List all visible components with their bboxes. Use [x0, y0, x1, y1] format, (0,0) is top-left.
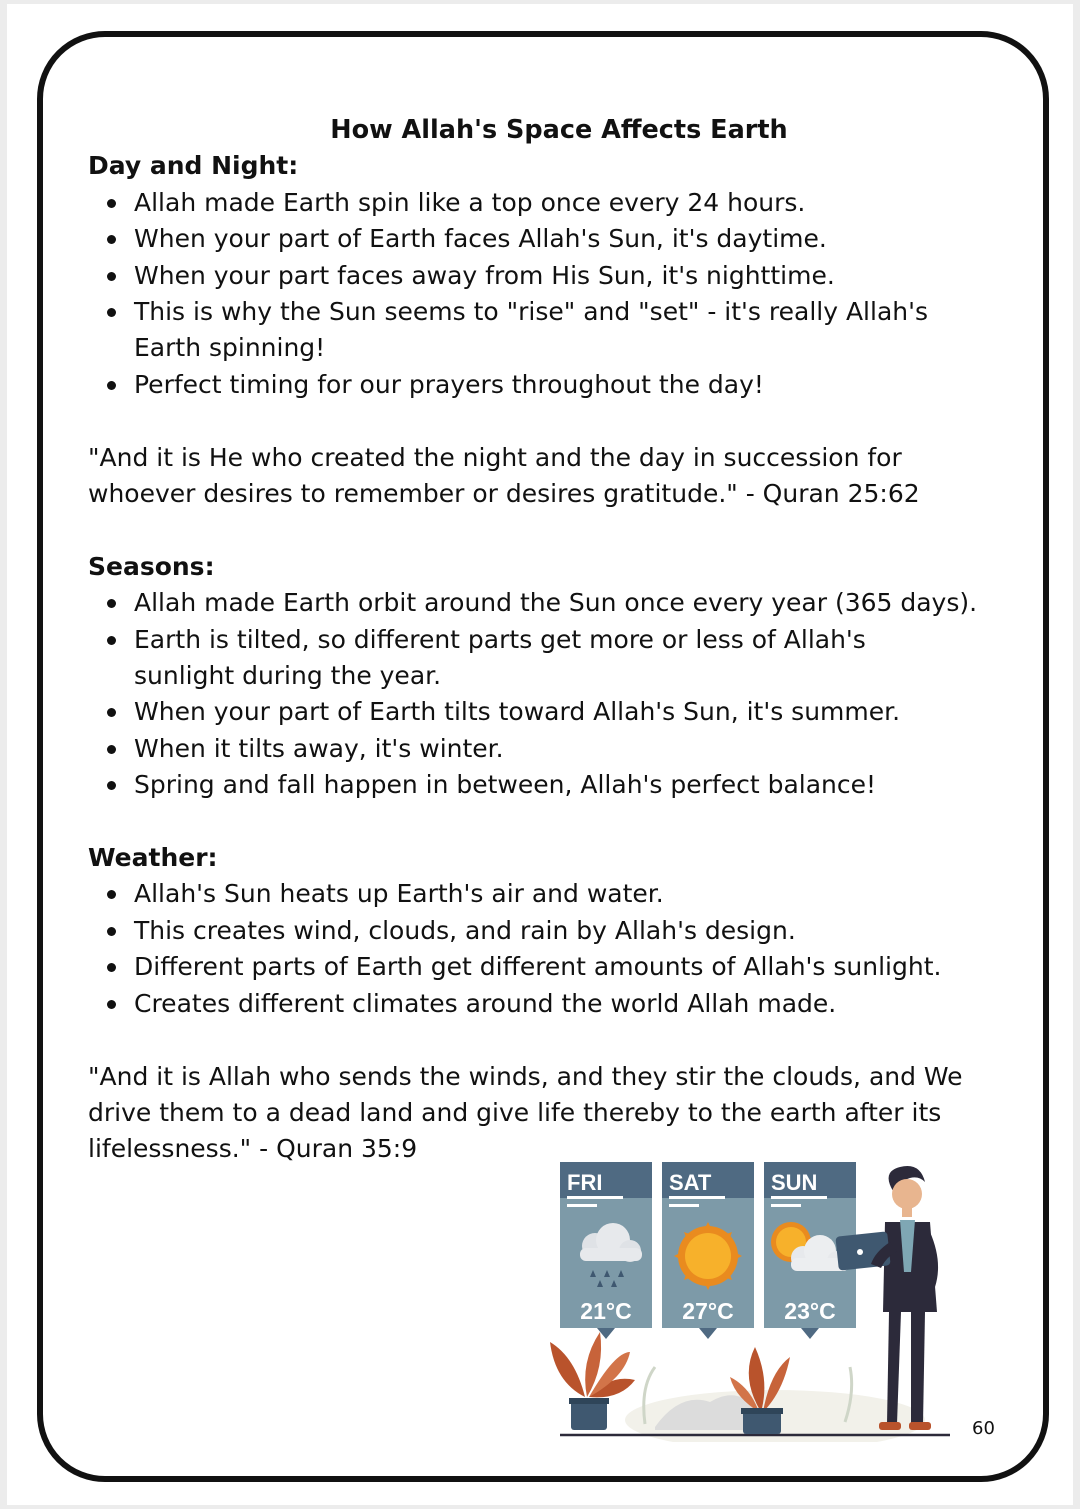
forecast-card-sat — [662, 1162, 754, 1339]
forecast-card-fri — [560, 1162, 652, 1339]
forecast-temp: 23°C — [784, 1298, 836, 1324]
list-item: Creates different climates around the world Allah made. — [88, 986, 1018, 1022]
list-item: This creates wind, clouds, and rain by Allah's design. — [88, 913, 1018, 949]
list-item: Spring and fall happen in between, Allah's perfect balance! — [88, 767, 1018, 803]
forecast-temp: 27°C — [682, 1298, 734, 1324]
list-item: When your part of Earth tilts toward Allah's Sun, it's summer. — [88, 694, 1018, 730]
day-night-list — [88, 185, 1018, 403]
seasons-list — [88, 585, 1018, 803]
page-number: 60 — [972, 1418, 995, 1439]
weather-forecast-illustration — [545, 1152, 965, 1442]
forecast-temp: 21°C — [580, 1298, 632, 1324]
section-heading-seasons: Seasons: — [88, 551, 215, 581]
weather-list — [88, 876, 1018, 1022]
section-heading-day-night: Day and Night: — [88, 151, 299, 181]
list-item: Earth is tilted, so different parts get more or less of Allah's sunlight during the year. — [88, 622, 1018, 695]
quran-quote-35-9: "And it is Allah who sends the winds, and they stir the clouds, and We drive them to a dead land and give life thereby to the earth after its lifelessness." - Quran 35:9 — [88, 1061, 963, 1164]
forecast-day-label: FRI — [567, 1170, 603, 1195]
list-item: This is why the Sun seems to "rise" and "set" - it's really Allah's Earth spinning! — [88, 294, 1018, 367]
list-item: When your part of Earth faces Allah's Sun, it's daytime. — [88, 221, 1018, 257]
page-title: How Allah's Space Affects Earth — [330, 115, 788, 145]
list-item: When it tilts away, it's winter. — [88, 731, 1018, 767]
list-item: Different parts of Earth get different amounts of Allah's sunlight. — [88, 949, 1018, 985]
list-item: When your part faces away from His Sun, it's nighttime. — [88, 258, 1018, 294]
section-heading-weather: Weather: — [88, 843, 218, 873]
forecast-day-label: SAT — [669, 1170, 712, 1195]
list-item: Allah made Earth spin like a top once every 24 hours. — [88, 185, 1018, 221]
list-item: Allah's Sun heats up Earth's air and water. — [88, 876, 1018, 912]
page-sheet — [7, 4, 1073, 1505]
list-item: Perfect timing for our prayers throughout the day! — [88, 367, 1018, 403]
potted-plant-left — [550, 1332, 635, 1430]
list-item: Allah made Earth orbit around the Sun once every year (365 days). — [88, 585, 1018, 621]
page-content — [88, 112, 1018, 1168]
forecast-day-label: SUN — [771, 1170, 818, 1195]
quran-quote-25-62: "And it is He who created the night and the day in succession for whoever desires to remember or desires gratitude." - Quran 25:62 — [88, 442, 920, 509]
sun-icon — [674, 1222, 742, 1290]
